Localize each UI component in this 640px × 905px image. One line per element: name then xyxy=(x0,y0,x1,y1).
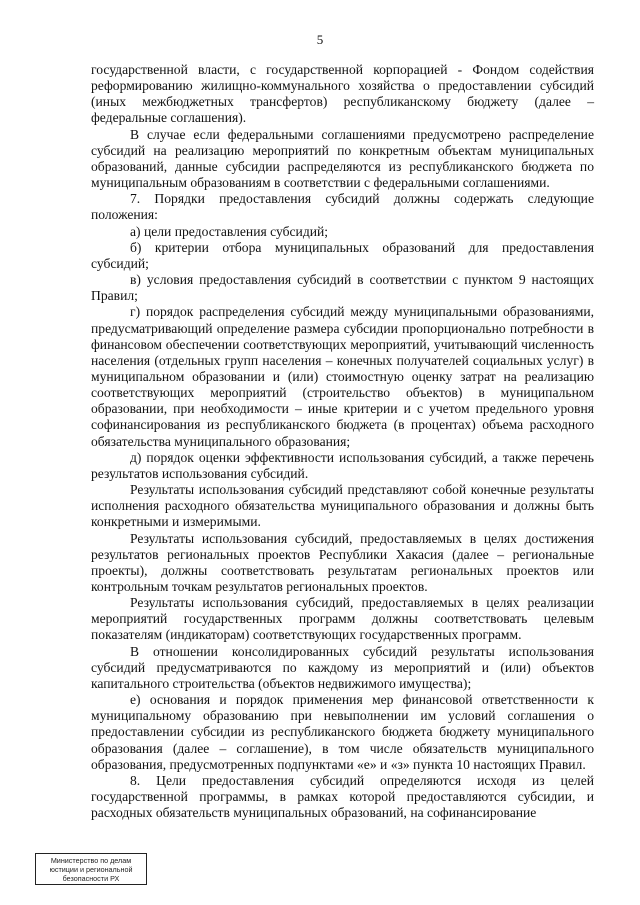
paragraph-item-8: 8. Цели предоставления субсидий определяются исходя из целей государственной программы, в рамках которой предоставляются субсидии, и расходных обязательств муниципальных образований, на софинансирование xyxy=(91,772,594,821)
paragraph-subitem-d: д) порядок оценки эффективности использования субсидий, а также перечень результатов использования субсидий. xyxy=(91,449,594,481)
paragraph-subitem-e: е) основания и порядок применения мер финансовой ответственности к муниципальному образованию при невыполнении им условий соглашения о предоставлении субсидии из республиканского бюджета бюджету муниципального образования (далее – соглашение), в том числе обязательств муниципального образования, предусмотренных подпунктами «е» и «з» пункта 10 настоящих Правил. xyxy=(91,692,594,772)
paragraph-subitem-v: в) условия предоставления субсидий в соответствии с пунктом 9 настоящих Правил; xyxy=(91,272,594,304)
stamp-line: юстиции и региональной xyxy=(49,865,133,874)
paragraph-continuation: государственной власти, с государственной корпорацией - Фондом содействия реформированию жилищно-коммунального хозяйства о предоставлении субсидий (иных межбюджетных трансфертов) республиканскому бюджету (далее – федеральные соглашения). xyxy=(91,62,594,126)
paragraph-results-state-programs: Результаты использования субсидий, предоставляемых в целях реализации мероприятий государственных программ должны соответствовать целевым показателям (индикаторам) соответствующих государственных программ. xyxy=(91,595,594,643)
paragraph-subitem-b: б) критерии отбора муниципальных образований для предоставления субсидий; xyxy=(91,239,594,271)
paragraph-subitem-a: а) цели предоставления субсидий; xyxy=(130,223,329,239)
page-number: 5 xyxy=(316,32,324,47)
paragraph-consolidated-subsidies: В отношении консолидированных субсидий результаты использования субсидий предусматриваются по каждому из мероприятий и (или) объектов капитального строительства (объектов недвижимого имущества); xyxy=(91,643,594,691)
document-body xyxy=(91,62,594,821)
paragraph-item-7: 7. Порядки предоставления субсидий должны содержать следующие положения: xyxy=(91,191,594,223)
paragraph-results-regional-projects: Результаты использования субсидий, предоставляемых в целях достижения результатов региональных проектов Республики Хакасия (далее – региональные проекты), должны соответствовать результатам региональных проектов или контрольным точкам результатов региональных проектов. xyxy=(91,530,594,594)
paragraph-subitem-g: г) порядок распределения субсидий между муниципальными образованиями, предусматривающий определение размера субсидии пропорционально потребности в финансовом обеспечении соответствующих мероприятий, учитывающий численность населения (отдельных групп населения – конечных получателей социальных услуг) в муниципальном образовании и (или) стоимостную оценку затрат на реализацию соответствующих мероприятий (строительство объектов) в муниципальном образовании, при необходимости – иные критерии и с учетом предельного уровня софинансирования из республиканского бюджета (в процентах) объема расходного обязательства муниципального образования; xyxy=(91,304,594,449)
paragraph-results-definition: Результаты использования субсидий представляют собой конечные результаты исполнения расходного обязательства муниципального образования и должны быть конкретными и измеримыми. xyxy=(91,482,594,530)
stamp-line: безопасности РХ xyxy=(62,874,120,883)
stamp-line: Министерство по делам xyxy=(50,856,132,865)
ministry-stamp xyxy=(35,853,147,885)
paragraph-federal-agreements: В случае если федеральными соглашениями предусмотрено распределение субсидий на реализацию мероприятий по конкретным объектам муниципальных образований, данные субсидии распределяются из республиканского бюджета по муниципальным образованиям в соответствии с федеральными соглашениями. xyxy=(91,126,594,191)
